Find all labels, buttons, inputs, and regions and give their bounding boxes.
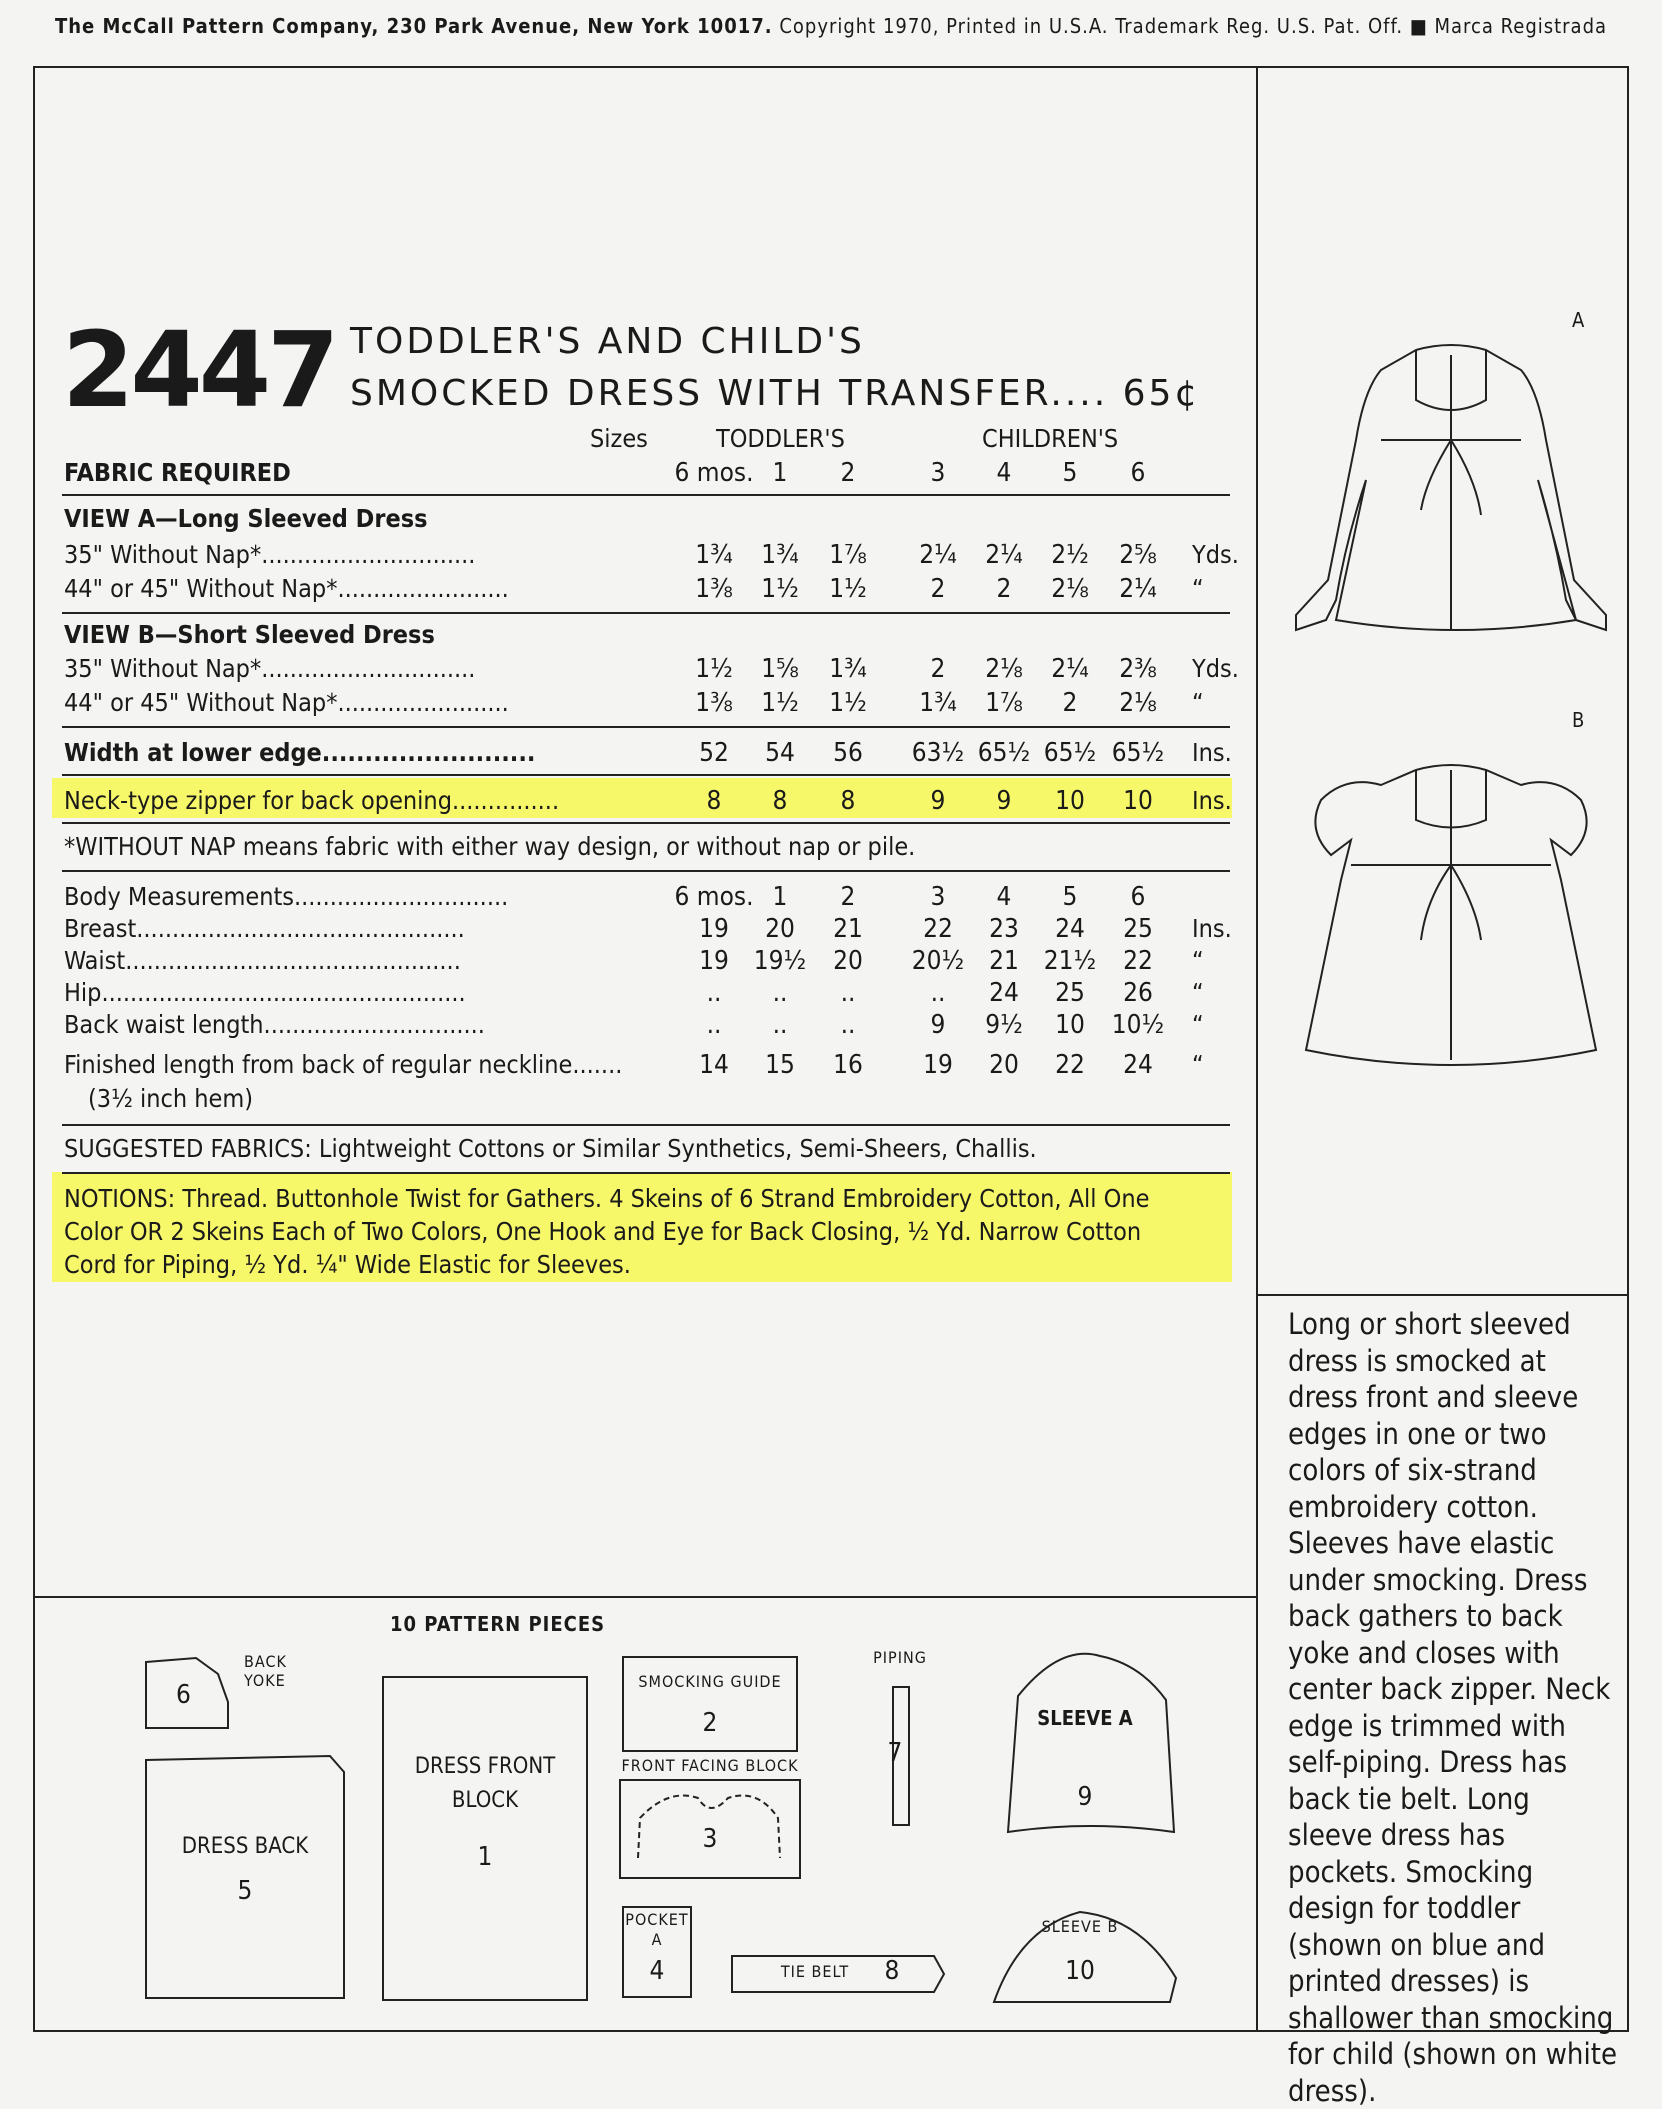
value-cell: 2⅛ [985,654,1023,684]
value-cell: 10 [1055,1010,1085,1040]
value-cell: 19 [699,946,729,976]
value-cell: 9 [930,786,946,816]
value-cell: 9 [930,1010,946,1040]
value-cell: 1½ [761,688,799,718]
value-cell: .. [840,978,856,1008]
rule [62,774,1230,776]
value-cell: 19½ [753,946,807,976]
value-cell: 54 [765,738,795,768]
row-label: Back waist length............................... [64,1010,485,1039]
value-cell: 19 [699,914,729,944]
dress-description: Long or short sleeved dress is smocked at dress front and sleeve edges in one or two colors of six-strand embroidery cotton. Sleeves have elastic under smocking. Dress back gathers to back yoke and closes with center back zipper. Neck edge is trimmed with self-piping. Dress has back tie belt. Long sleeve dress has pockets. Smocking design for toddler (shown on blue and printed dresses) is shallower than smocking for child (shown on white dress). [1288,1307,1617,2108]
value-cell: 2¼ [1051,654,1089,684]
childrens-heading: CHILDREN'S [982,424,1119,453]
value-cell: 3 [930,882,946,912]
title-line-1: TODDLER'S AND CHILD'S [350,321,865,362]
pattern-number: 2447 [62,309,336,431]
value-cell: 6 mos. [674,882,754,912]
value-cell: .. [840,1010,856,1040]
fabric-required-heading: FABRIC REQUIRED [64,458,291,487]
nap-note: *WITHOUT NAP means fabric with either way design, or without nap or pile. [64,832,916,861]
row-label: Width at lower edge......................... [64,738,536,767]
size-column: 6 mos. [674,458,754,488]
unit-cell: “ [1192,688,1204,717]
value-cell: 2½ [1051,540,1089,570]
back-yoke-piece [140,1650,250,1730]
row-label: 35" Without Nap*.............................. [64,540,476,569]
dress-back-label: DRESS BACK [181,1834,309,1859]
value-cell: 1¾ [695,540,733,570]
value-cell: 65½ [1043,738,1097,768]
value-cell: 24 [989,978,1019,1008]
rule [62,726,1230,728]
value-cell: 2¼ [1119,574,1157,604]
value-cell: 2¼ [919,540,957,570]
view-a-label: A [1572,308,1585,332]
unit-cell: Ins. [1192,914,1232,943]
value-cell: 2⅜ [1119,654,1157,684]
dress-front-piece [382,1676,588,2001]
row-label: 44" or 45" Without Nap*........................ [64,574,509,603]
tie-belt-number: 8 [884,1956,900,1986]
row-label: Breast.............................................. [64,914,465,943]
value-cell: 8 [706,786,722,816]
unit-cell: Yds. [1192,654,1239,683]
rule [62,1172,1230,1174]
piping-number: 7 [887,1738,903,1768]
pattern-title [350,316,1200,420]
value-cell: 2⅛ [1119,688,1157,718]
value-cell: 22 [1123,946,1153,976]
value-cell: 15 [765,1050,795,1080]
value-cell: 14 [699,1050,729,1080]
smocking-guide-number: 2 [702,1708,718,1738]
value-cell: 56 [833,738,863,768]
value-cell: 20½ [911,946,965,976]
value-cell: 2 [930,574,946,604]
front-facing-number: 3 [702,1824,718,1854]
unit-cell: “ [1192,1010,1204,1039]
size-column: 4 [996,458,1012,488]
value-cell: 1½ [829,574,867,604]
value-cell: 1⅜ [695,688,733,718]
rule [62,822,1230,824]
value-cell: 2⅛ [1051,574,1089,604]
back-yoke-number: 6 [176,1680,191,1710]
value-cell: 1⅞ [985,688,1023,718]
pieces-divider [33,1596,1257,1598]
value-cell: 25 [1123,914,1153,944]
value-cell: 23 [989,914,1019,944]
unit-cell: “ [1192,978,1204,1007]
piping-label: PIPING [873,1648,927,1667]
value-cell: 2⅝ [1119,540,1157,570]
value-cell: 1⅞ [829,540,867,570]
unit-cell: Yds. [1192,540,1239,569]
tie-belt-label: TIE BELT [780,1962,850,1981]
company-address: The McCall Pattern Company, 230 Park Avenue, New York 10017. [54,14,773,38]
row-label: Neck-type zipper for back opening............... [64,786,560,815]
view-b-illustration [1296,730,1606,1090]
sleeve-b-label: SLEEVE B [1041,1917,1119,1936]
back-yoke-label: BACK YOKE [244,1652,287,1690]
dress-front-number: 1 [477,1842,493,1872]
row-label: 35" Without Nap*.............................. [64,654,476,683]
value-cell: 21 [989,946,1019,976]
value-cell: 5 [1062,882,1078,912]
sizes-label: Sizes [590,424,648,453]
value-cell: 1 [772,882,788,912]
notions-line: Cord for Piping, ½ Yd. ¼" Wide Elastic for Sleeves. [64,1250,631,1279]
pattern-pieces-title: 10 PATTERN PIECES [390,1612,606,1636]
value-cell: 8 [772,786,788,816]
rule [62,612,1230,614]
rule [62,1124,1230,1126]
view-b-heading: VIEW B—Short Sleeved Dress [64,620,435,649]
value-cell: 63½ [911,738,965,768]
sleeve-a-number: 9 [1077,1782,1093,1812]
value-cell: 9 [996,786,1012,816]
size-column: 2 [840,458,856,488]
dress-front-label: DRESS FRONT BLOCK [414,1754,556,1813]
value-cell: .. [706,978,722,1008]
size-column: 1 [772,458,788,488]
value-cell: 20 [989,1050,1019,1080]
value-cell: 20 [765,914,795,944]
pocket-number: 4 [649,1956,665,1986]
value-cell: 21½ [1043,946,1097,976]
size-column: 3 [930,458,946,488]
value-cell: 2 [1062,688,1078,718]
pocket-label: POCKET A [625,1910,689,1949]
front-facing-label: FRONT FACING BLOCK [621,1756,799,1775]
copyright-text: Copyright 1970, Printed in U.S.A. Trademark Reg. U.S. Pat. Off. ■ Marca Registrada [779,14,1608,38]
value-cell: 16 [833,1050,863,1080]
row-label: 44" or 45" Without Nap*........................ [64,688,509,717]
unit-cell: Ins. [1192,738,1232,767]
value-cell: 52 [699,738,729,768]
value-cell: 1½ [829,688,867,718]
value-cell: .. [706,1010,722,1040]
value-cell: 22 [923,914,953,944]
sleeve-a-label: SLEEVE A [1037,1706,1133,1730]
smocking-guide-label: SMOCKING GUIDE [638,1672,782,1691]
hem-note: (3½ inch hem) [88,1084,254,1113]
unit-cell: “ [1192,1050,1204,1079]
value-cell: 1½ [761,574,799,604]
value-cell: 6 [1130,882,1146,912]
suggested-fabrics: SUGGESTED FABRICS: Lightweight Cottons or Similar Synthetics, Semi-Sheers, Challis. [64,1134,1037,1163]
row-label: Finished length from back of regular neckline....... [64,1050,623,1079]
value-cell: 24 [1055,914,1085,944]
value-cell: 22 [1055,1050,1085,1080]
value-cell: 10 [1123,786,1153,816]
value-cell: 65½ [977,738,1031,768]
row-label: Hip................................................... [64,978,466,1007]
value-cell: 2 [930,654,946,684]
value-cell: 1⅝ [761,654,799,684]
view-a-heading: VIEW A—Long Sleeved Dress [64,504,428,533]
value-cell: 20 [833,946,863,976]
notions-text [64,1182,1149,1281]
value-cell: .. [930,978,946,1008]
publisher-line [0,14,1662,38]
title-line-2: SMOCKED DRESS WITH TRANSFER.... 65¢ [350,373,1201,414]
value-cell: 4 [996,882,1012,912]
sleeve-b-piece [990,1898,1180,2008]
sleeve-b-number: 10 [1065,1956,1095,1986]
value-cell: 1½ [695,654,733,684]
value-cell: 9½ [985,1010,1023,1040]
value-cell: 1¾ [919,688,957,718]
view-b-label: B [1572,708,1585,732]
value-cell: .. [772,1010,788,1040]
value-cell: 1¾ [829,654,867,684]
size-column: 5 [1062,458,1078,488]
row-label: Body Measurements.............................. [64,882,509,911]
unit-cell: “ [1192,574,1204,603]
value-cell: 21 [833,914,863,944]
value-cell: 19 [923,1050,953,1080]
value-cell: 1¾ [761,540,799,570]
toddlers-heading: TODDLER'S [716,424,845,453]
notions-line: Color OR 2 Skeins Each of Two Colors, One Hook and Eye for Back Closing, ½ Yd. Narrow Cotton [64,1217,1142,1246]
row-label: Waist............................................... [64,946,461,975]
description-divider [1256,1294,1629,1296]
dress-back-number: 5 [237,1876,253,1906]
value-cell: 2¼ [985,540,1023,570]
value-cell: 10½ [1111,1010,1165,1040]
view-a-illustration [1276,330,1626,640]
notions-line: NOTIONS: Thread. Buttonhole Twist for Gathers. 4 Skeins of 6 Strand Embroidery Cotton, All One [64,1184,1150,1213]
value-cell: 2 [996,574,1012,604]
value-cell: 65½ [1111,738,1165,768]
value-cell: 8 [840,786,856,816]
value-cell: 24 [1123,1050,1153,1080]
value-cell: 26 [1123,978,1153,1008]
size-column: 6 [1130,458,1146,488]
unit-cell: Ins. [1192,786,1232,815]
column-divider [1256,66,1258,2032]
unit-cell: “ [1192,946,1204,975]
value-cell: 10 [1055,786,1085,816]
rule [62,870,1230,872]
value-cell: 2 [840,882,856,912]
value-cell: 25 [1055,978,1085,1008]
value-cell: .. [772,978,788,1008]
rule [62,494,1230,496]
value-cell: 1⅜ [695,574,733,604]
